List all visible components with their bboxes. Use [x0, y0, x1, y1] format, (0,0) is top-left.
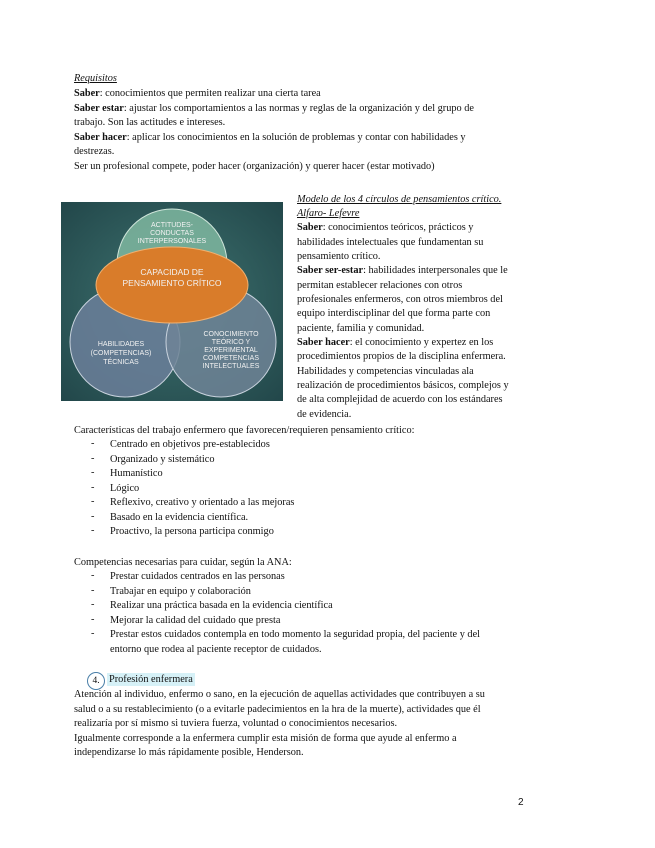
- bullet: -: [91, 438, 95, 449]
- definition-text: : el conocimiento y expertez en los: [349, 337, 494, 348]
- right-label-4: COMPETENCIAS: [202, 355, 260, 362]
- definition-text: : habilidades interpersonales que le: [363, 265, 508, 276]
- list-item: Prestar estos cuidados contempla en todo momento la seguridad propia, del paciente y del: [110, 629, 481, 640]
- bullet: -: [91, 628, 95, 639]
- venn-diagram: [61, 202, 283, 401]
- modelo-saber-line2: habilidades intelectuales que fundamentan su: [297, 237, 484, 248]
- caracteristicas-intro: Características del trabajo enfermero que favorecen/requieren pensamiento crítico:: [74, 425, 415, 436]
- definition-text: : ajustar los comportamientos a las normas y reglas de la organización y del grupo de: [123, 103, 474, 114]
- modelo-heading: Modelo de los 4 círculos de pensamientos crítico.: [297, 194, 502, 205]
- bullet: -: [91, 453, 95, 464]
- list-item: Lógico: [110, 483, 140, 494]
- modelo-ser-estar-line3: profesionales enfermeros, con otros miembros del: [297, 294, 503, 305]
- competencias-intro: Competencias necesarias para cuidar, según la ANA:: [74, 557, 292, 568]
- saber-estar-cont: trabajo. Son las actitudes e intereses.: [74, 117, 226, 128]
- list-item: Reflexivo, creativo y orientado a las mejoras: [110, 497, 295, 508]
- top-label-2: CONDUCTAS: [150, 230, 194, 237]
- saber-hacer-definition: [74, 131, 466, 144]
- profesion-line5: independizarse lo más rápidamente posible, Henderson.: [74, 747, 304, 758]
- page-number: 2: [518, 797, 524, 808]
- right-label-3: EXPERIMENTAL: [204, 347, 258, 354]
- bullet: -: [91, 467, 95, 478]
- list-item: Organizado y sistemático: [110, 454, 215, 465]
- top-label-3: INTERPERSONALES: [137, 238, 207, 245]
- term: Saber estar: [74, 103, 124, 114]
- modelo-hacer-line4: realización de procedimientos básicos, complejos y: [297, 380, 509, 391]
- profesion-line3: realizaría por sí mismo si tuviera fuerza, voluntad o conocimientos necesarios.: [74, 718, 398, 729]
- list-item-continuation: entorno que rodea al paciente receptor de cuidados.: [110, 644, 322, 655]
- modelo-ser-estar-line4: equipo interdisciplinar del que forma parte con: [297, 308, 491, 319]
- saber-hacer-cont: destrezas.: [74, 146, 115, 157]
- profesional-sentence: Ser un profesional compete, poder hacer (organización) y querer hacer (estar motivado): [74, 161, 435, 172]
- bullet: -: [91, 525, 95, 536]
- bullet: -: [91, 511, 95, 522]
- section-number-badge: 4.: [87, 672, 105, 690]
- term: Saber hacer: [74, 132, 127, 143]
- modelo-ser-estar-line5: paciente, familia y comunidad.: [297, 323, 425, 334]
- profesion-title: Profesión enfermera: [109, 674, 193, 685]
- bullet: -: [91, 482, 95, 493]
- left-label-1: HABILIDADES: [97, 341, 145, 348]
- critical-thinking-diagram: [61, 202, 283, 401]
- right-label-2: TEÓRICO Y: [211, 339, 251, 346]
- profesion-line1: Atención al individuo, enfermo o sano, en la ejecución de aquellas actividades que contribuyen a su: [74, 689, 485, 700]
- right-label-5: INTELECTUALES: [202, 363, 260, 370]
- bullet: -: [91, 614, 95, 625]
- profesion-heading: [107, 673, 195, 686]
- right-label-1: CONOCIMIENTO: [203, 331, 259, 338]
- list-item: Prestar cuidados centrados en las personas: [110, 571, 285, 582]
- term: Saber: [74, 88, 100, 99]
- list-item: Realizar una práctica basada en la evidencia científica: [110, 600, 333, 611]
- saber-definition: [74, 87, 321, 100]
- modelo-ser-estar-line2: permitan establecer relaciones con otros: [297, 280, 463, 291]
- term: Saber ser-estar: [297, 265, 364, 276]
- left-label-2: (COMPETENCIAS): [90, 350, 152, 357]
- list-item: Centrado en objetivos pre-establecidos: [110, 439, 270, 450]
- center-label-2: PENSAMIENTO CRÍTICO: [122, 278, 222, 288]
- profesion-line2: salud o a su restablecimiento (o a evitarle padecimientos en la hra de la muerte), actividades que él: [74, 704, 481, 715]
- modelo-hacer-line3: Habilidades y competencias vinculadas ala: [297, 366, 474, 377]
- bullet: -: [91, 570, 95, 581]
- modelo-author: Alfaro- Lefevre: [297, 208, 360, 219]
- modelo-ser-estar-line1: [297, 264, 527, 278]
- saber-estar-definition: [74, 102, 474, 115]
- left-label-3: TÉCNICAS: [103, 359, 139, 366]
- term: Saber hacer: [297, 337, 350, 348]
- bullet: -: [91, 496, 95, 507]
- list-item: Mejorar la calidad del cuidado que presta: [110, 615, 281, 626]
- list-item: Humanístico: [110, 468, 163, 479]
- modelo-hacer-line6: de evidencia.: [297, 409, 352, 420]
- list-item: Trabajar en equipo y colaboración: [110, 586, 251, 597]
- center-label-1: CAPACIDAD DE: [140, 267, 204, 277]
- bullet: -: [91, 585, 95, 596]
- modelo-hacer-line2: procedimientos propios de la disciplina enfermera.: [297, 351, 506, 362]
- profesion-line4: Igualmente corresponde a la enfermera cumplir esta misión de forma que ayude al enfermo a: [74, 733, 457, 744]
- modelo-saber-line3: pensamiento crítico.: [297, 251, 381, 262]
- modelo-saber-line1: [297, 221, 527, 235]
- list-item: Basado en la evidencia científica.: [110, 512, 249, 523]
- modelo-hacer-line1: [297, 336, 527, 350]
- term: Saber: [297, 222, 323, 233]
- definition-text: : conocimientos que permiten realizar una cierta tarea: [99, 88, 321, 99]
- definition-text: : aplicar los conocimientos en la solución de problemas y contar con habilidades y: [126, 132, 466, 143]
- definition-text: : conocimientos teóricos, prácticos y: [322, 222, 474, 233]
- top-label-1: ACTITUDES-: [151, 222, 193, 229]
- bullet: -: [91, 599, 95, 610]
- modelo-hacer-line5: de alta complejidad de acuerdo con los estándares: [297, 394, 503, 405]
- list-item: Proactivo, la persona participa conmigo: [110, 526, 274, 537]
- requisitos-heading: Requisitos: [74, 73, 117, 84]
